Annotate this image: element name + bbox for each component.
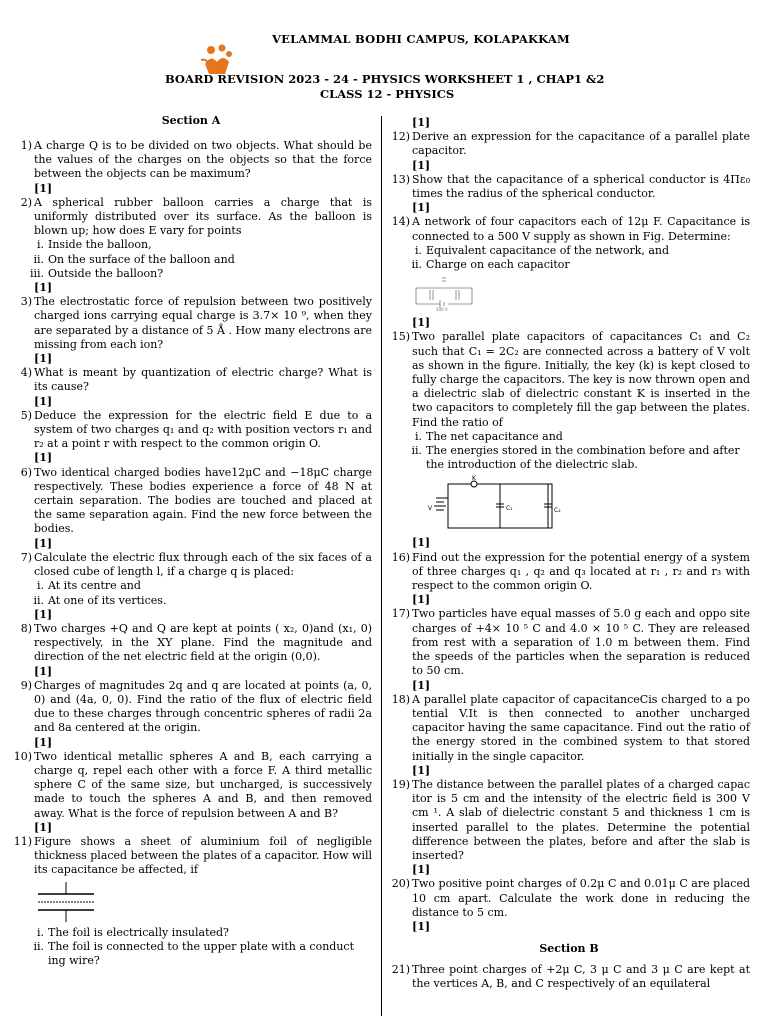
question-18-block <box>388 693 750 778</box>
sub-question-number: i. <box>414 429 422 443</box>
question-number: 12) <box>391 130 410 144</box>
marks-label: [1] <box>412 158 431 172</box>
question-number: 4) <box>20 366 32 380</box>
question-1-block <box>10 139 372 196</box>
sub-question-number: ii. <box>33 252 44 266</box>
left-column <box>10 112 372 968</box>
marks-label: [1] <box>412 919 431 933</box>
question-12 <box>388 130 750 158</box>
sub-question <box>388 244 750 258</box>
question-text: What is meant by quantization of electric charge? What is its cause? <box>34 366 372 394</box>
question-19 <box>388 778 750 863</box>
question-16 <box>388 551 750 594</box>
question-20-block <box>388 877 750 934</box>
sub-question-number: ii. <box>411 444 422 458</box>
sub-question <box>10 926 372 940</box>
right-column <box>388 118 750 992</box>
question-text: A spherical rubber balloon carries a charge that is uniformly distributed over its surface. As the balloon is blown up; how does E vary for points <box>34 195 372 238</box>
sub-question <box>388 430 750 444</box>
sub-question-text: The foil is connected to the upper plate with a conduct ing wire? <box>48 939 354 967</box>
sub-question-text: At its centre and <box>48 579 141 593</box>
question-10-block <box>10 750 372 835</box>
key-label: K <box>472 475 476 483</box>
question-18 <box>388 693 750 764</box>
marks-label: [1] <box>34 536 53 550</box>
question-text: The distance between the parallel plates of a charged capac itor is 5 cm and the intensity of the electric field is 300 V cm ¹. A slab of dielectric constant 5 and thickness 1 cm is inserted parallel to the plates. Determine the potential difference between the plates, before and after the slab is inserted? <box>412 777 750 862</box>
marks-label: [1] <box>412 201 431 215</box>
question-12-block <box>388 130 750 173</box>
sub-question-text: The energies stored in the combination before and after the introduction of the dielectric slab. <box>426 444 740 472</box>
question-20 <box>388 877 750 920</box>
marks-label: [1] <box>412 678 431 692</box>
question-text: Two identical metallic spheres A and B, each carrying a charge q, repel each other with a force F. A third metallic sphere C of the same size, but uncharged, is successively made to touch the spheres A and B, and then removed away. What is the force of repulsion between A and B? <box>34 749 372 820</box>
question-5-block <box>10 409 372 466</box>
capacitor-foil-figure <box>34 882 98 922</box>
class-title: CLASS 12 - PHYSICS <box>320 87 455 101</box>
question-number: 10) <box>13 749 32 763</box>
question-16-block <box>388 551 750 608</box>
sub-question-number: ii. <box>33 593 44 607</box>
question-number: 21) <box>391 963 410 977</box>
question-number: 11) <box>13 834 32 848</box>
question-11-block <box>10 835 372 968</box>
question-14 <box>388 215 750 243</box>
question-number: 15) <box>391 330 410 344</box>
question-21 <box>388 963 750 991</box>
sub-question <box>10 253 372 267</box>
question-number: 16) <box>391 550 410 564</box>
question-text: Deduce the expression for the electric field E due to a system of two charges q₁ and q₂ with position vectors r₁ and r₂ at a point r with respect to the common origin O. <box>34 408 372 451</box>
question-text: Charges of magnitudes 2q and q are located at points (a, 0, 0) and (4a, 0, 0). Find the ratio of the flux of electric field due to these charges through concentric spheres of radii 2a and 8a centered at the origin. <box>34 678 372 735</box>
question-text: A parallel plate capacitor of capacitanceCis charged to a po tential V.It is then connected to another uncharged capacitor having the same capacitance. Find out the ratio of the energy stored in the combined system to that stored initially in the single capacitor. <box>412 692 750 763</box>
question-6 <box>10 466 372 537</box>
question-text: A charge Q is to be divided on two objects. What should be the values of the charges on the objects so that the force between the objects can be maximum? <box>34 139 372 181</box>
marks-label: [1] <box>34 394 53 408</box>
sub-question <box>10 579 372 593</box>
question-number: 13) <box>391 172 410 186</box>
sub-question-number: i. <box>36 238 44 252</box>
section-a-heading: Section A <box>161 114 221 127</box>
question-text: The electrostatic force of repulsion between two positively charged ions carrying equal charge is 3.7× 10 ⁹, when they are separated by a distance of 5 Å . How many electrons are missing from each ion? <box>34 295 372 351</box>
marks-label: [1] <box>412 863 431 877</box>
worksheet-title: BOARD REVISION 2023 - 24 - PHYSICS WORKSHEET 1 , CHAP1 &2 <box>165 72 605 86</box>
question-9-block <box>10 679 372 750</box>
question-number: 14) <box>391 215 410 229</box>
marks-label: [1] <box>34 281 53 295</box>
question-9 <box>10 679 372 736</box>
question-number: 18) <box>391 692 410 706</box>
question-text: Calculate the electric flux through each of the six faces of a closed cube of length l, if a charge q is placed: <box>34 550 372 579</box>
question-13 <box>388 173 750 201</box>
marks-label: [1] <box>34 451 53 465</box>
sub-question-text: Outside the balloon? <box>48 266 164 280</box>
sub-question-text: The net capacitance and <box>426 429 563 443</box>
right-question-list <box>388 130 750 934</box>
question-5 <box>10 409 372 452</box>
section-b-heading: Section B <box>539 942 599 956</box>
sub-question-number: i. <box>36 925 44 939</box>
question-1 <box>10 139 372 182</box>
question-number: 6) <box>20 465 32 479</box>
sub-question-text: On the surface of the balloon and <box>48 252 235 266</box>
question-text: Two identical charged bodies have12μC and −18μC charge respectively. These bodies experience a force of 48 N at certain separation. The bodies are touched and placed at the same separation again. Find the new force between the bodies. <box>34 465 372 536</box>
question-3 <box>10 295 372 352</box>
question-number: 2) <box>20 195 32 209</box>
question-number: 17) <box>391 607 410 621</box>
question-text: Derive an expression for the capacitance of a parallel plate capacitor. <box>412 130 750 158</box>
question-10 <box>10 750 372 821</box>
sub-question <box>10 594 372 608</box>
sub-question-number: ii. <box>411 258 422 272</box>
sub-question-text: The foil is electrically insulated? <box>48 925 229 939</box>
question-text: Two particles have equal masses of 5.0 g each and oppo site charges of +4× 10 ⁵ C and 4.0 × 10 ⁵ C. They are released from rest with a separation of 1.0 m between them. Find the speeds of the particles when the separation is reduced to 50 cm. <box>412 607 750 678</box>
question-number: 3) <box>20 295 32 309</box>
school-name: VELAMMAL BODHI CAMPUS, KOLAPAKKAM <box>272 32 570 46</box>
question-19-block <box>388 778 750 877</box>
question-text: Figure shows a sheet of aluminium foil of negligible thickness placed between the plates of a capacitor. How will its capacitance be affected, if <box>34 834 372 877</box>
question-text: Show that the capacitance of a spherical conductor is 4Πε₀ times the radius of the spherical conductor. <box>412 172 750 201</box>
sub-question-number: iii. <box>29 266 44 280</box>
c2-label: C₂ <box>554 507 561 515</box>
sub-question <box>10 940 372 968</box>
question-4-block <box>10 366 372 409</box>
question-4 <box>10 366 372 394</box>
question-11 <box>10 835 372 878</box>
question-text: Two charges +Q and Q are kept at points ( x₂, 0)and (x₁, 0) respectively, in the XY plane. Find the magnitude and direction of the net electric field at the origin (0,0). <box>34 621 372 664</box>
question-6-block <box>10 466 372 551</box>
marks-label: [1] <box>34 181 53 195</box>
capacitor-network-figure <box>412 276 476 312</box>
question-number: 5) <box>20 408 32 422</box>
two-capacitor-circuit-figure <box>428 475 561 532</box>
sub-question-text: Inside the balloon, <box>48 238 152 252</box>
question-7-block <box>10 551 372 622</box>
sub-question-number: i. <box>414 243 422 257</box>
question-2-block <box>10 196 372 295</box>
question-15 <box>388 330 750 429</box>
supply-label: 500 V <box>436 307 448 313</box>
marks-label: [1] <box>412 536 431 550</box>
question-7 <box>10 551 372 579</box>
question-text: Two positive point charges of 0.2μ C and 0.01μ C are placed 10 cm apart. Calculate the work done in reducing the distance to 5 cm. <box>412 877 750 919</box>
question-15-block <box>388 330 750 550</box>
marks-label: [1] <box>34 820 53 834</box>
sub-question-number: i. <box>36 579 44 593</box>
sub-question <box>10 267 372 281</box>
sub-question <box>10 238 372 252</box>
marks-label: [1] <box>412 316 431 330</box>
question-8 <box>10 622 372 665</box>
question-14-block <box>388 215 750 330</box>
question-text: A network of four capacitors each of 12μ F. Capacitance is connected to a 500 V supply as shown in Fig. Determine: <box>412 215 750 243</box>
question-3-block <box>10 295 372 366</box>
question-number: 19) <box>391 777 410 791</box>
voltage-label: V <box>428 505 433 513</box>
column-divider <box>381 116 382 1016</box>
question-number: 1) <box>20 139 32 152</box>
sub-question-text: Equivalent capacitance of the network, and <box>426 243 670 257</box>
question-number: 9) <box>20 678 32 692</box>
left-question-list <box>10 139 372 968</box>
question-number: 8) <box>20 621 32 635</box>
c1-label: C₁ <box>506 505 513 513</box>
marks-label: [1] <box>412 593 431 607</box>
question-17-block <box>388 607 750 692</box>
marks-label: [1] <box>34 352 53 366</box>
marks-label: [1] <box>34 664 53 678</box>
question-text: Find out the expression for the potential energy of a system of three charges q₁ , q₂ and q₃ located at r₁ , r₂ and r₃ with respect to the common origin O. <box>412 550 750 593</box>
marks-label: [1] <box>34 735 53 749</box>
question-2 <box>10 196 372 239</box>
sub-question-number: ii. <box>33 939 44 953</box>
marks-label: [1] <box>412 763 431 777</box>
question-text: Two parallel plate capacitors of capacitances C₁ and C₂ such that C₁ = 2C₂ are connected across a battery of V volt as shown in the figure. Initially, the key (k) is kept closed to fully charge the capacitors. The key is now thrown open and a dielectric slab of dielectric constant K is inserted in the two capacitors to completely fill the gap between the plates. Find the ratio of <box>412 330 750 429</box>
question-13-block <box>388 173 750 216</box>
marks-label: [1] <box>412 116 431 129</box>
sub-question-text: Charge on each capacitor <box>426 258 570 272</box>
sub-question-text: At one of its vertices. <box>48 593 167 607</box>
marks-label: [1] <box>34 607 53 621</box>
question-number: 20) <box>391 877 410 891</box>
sub-question <box>388 258 750 272</box>
sub-question <box>388 444 750 472</box>
question-8-block <box>10 622 372 679</box>
question-number: 7) <box>20 550 32 564</box>
question-17 <box>388 607 750 678</box>
question-text: Three point charges of +2μ C, 3 μ C and 3 μ C are kept at the vertices A, B, and C respectively of an equilateral <box>412 963 750 991</box>
